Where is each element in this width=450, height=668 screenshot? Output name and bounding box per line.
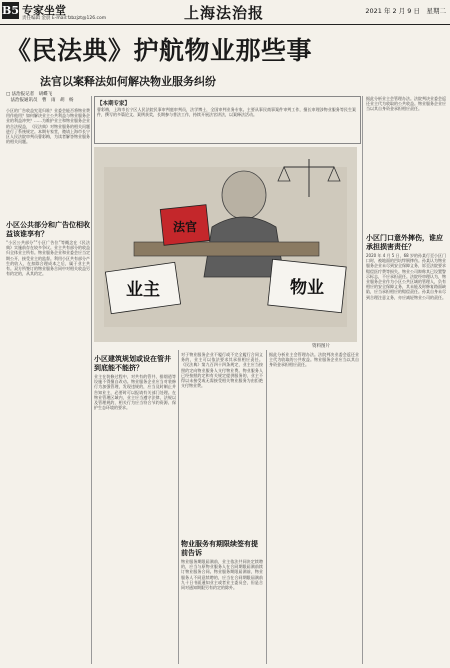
question-heading-4: 小区门口意外摔伤，谁应承担损害责任？ (366, 233, 443, 251)
answer-text-2: 业主在装修过程中，对共有的管井、排烟道等设施不得擅自改动。物业服务企业应当对装修行为加强管理，发现违规的，应当及时制止并告知业主，必要时可以报请有关部门处理。在物业管理区域内，业主应当遵守法律、法规以及管理规约，相关行为应当符合节约资源、保护生态环境的要求。 (94, 374, 176, 411)
column-divider (362, 96, 363, 664)
column-divider (91, 96, 92, 664)
newspaper-name: 上海法治报 (184, 4, 265, 22)
right-column (366, 96, 446, 662)
headline: 《民法典》护航物业那些事 (6, 36, 313, 65)
judge-label: 法官 (172, 220, 198, 234)
question-heading-3: 物业服务有期限续签有提前告诉 (181, 539, 258, 557)
answer-text-4: 物业服务期限届满前，业主依法共同决定续聘的，应当与原物业服务人在合同期限届满前续订物业服务合同。物业服务期限届满前，物业服务人不同意续聘的，应当在合同期限届满前九十日书面通知业主或者业主委员会，但是合同对通知期限另有约定的除外。 (181, 559, 263, 591)
question-heading-2: 小区建筑规划或设在管井到底能不能挤？ (94, 354, 171, 372)
right-intro-text: 据此分析业主会管理办法。法院判决业委会返还业主代为收取的公共收益。物业服务企业应当以其自身资金承担相应责任。 (366, 96, 446, 112)
center-right-column (269, 352, 359, 664)
answer-text-5: 据此分析业主会管理办法。法院判决业委会返还业主代为收取的公共收益。物业服务企业应当以其自身资金承担相应责任。 (269, 352, 359, 368)
issue-date: 2021 年 2 月 9 日 星期二 (365, 7, 446, 15)
section-title: 专家坐堂 (22, 4, 66, 17)
expert-tag: 【本期专家】 (97, 101, 131, 107)
center-middle-column (181, 352, 263, 664)
page-header (0, 0, 450, 25)
left-column (6, 108, 90, 664)
answer-text-6: 2020 年 4 月 5 日，68 岁的孙某行至小区门口时，被地面的凹坑绊倒摔伤。孙某认为物业服务企业未尽到安全保障义务，诉至法院要求赔偿医疗费等损失。物业公司辩称其已设置警示标志，不应承担责任。法院经审理认为，物业服务企业作为小区公共区域的管理人，负有相应的安全保障义务，其未能及时修复路面缺陷，应当承担相应的赔偿责任。孙某自身未尽到合理注意义务，亦应减轻物业公司的责任。 (366, 253, 446, 300)
byline: □ 法治报记者 胡蝶飞 法治报通讯员 曹 雨 胡 杨 (6, 92, 74, 103)
center-left-column (94, 352, 176, 664)
expert-text: 曹彩梅，上海市长宁区人民法院民事审判庭审判员，法学博士，全国审判业务专家。主要从事民商事案件审判工作，擅长审理涉物业服务等民生案件，撰写的多篇论文、案例获奖，长期参与普法工作，持续开展法官讲法，以案释法活动。 (97, 107, 356, 118)
answer-text-3: 对于物业服务企业不履行或不完全履行合同义务的，业主可以依法要求其承担相应责任。《民法典》第九百四十四条规定，业主应当按照约定向物业服务人支付物业费。物业服务人已经按照约定和有关规定提供服务的，业主不得以未接受或无需接受相关物业服务为由拒绝支付物业费。 (181, 352, 263, 389)
subheadline: 法官以案释法如何解决物业服务纠纷 (40, 75, 216, 88)
court-illustration (94, 147, 357, 342)
photo-credit: 资料图片 (312, 344, 330, 349)
question-heading-1: 小区公共部分和广告位相收益该谁享有？ (6, 220, 90, 238)
illustration (94, 147, 357, 342)
section-editor-line: 责任编辑 金晨 E-mail:fzbzjzt@126.com (22, 16, 107, 21)
owner-label: 业主 (126, 280, 160, 300)
column-divider (178, 350, 179, 664)
lead-paragraph: 小区的广告收益究竟归谁？业委会能否将物业费用作他用？如何解决业主公共利益与物业服务企业的利益冲突？……为维护业主和物业服务企业的合法权益，《民法典》对物业服务的相关问题进行了系统规定。本期专家堂，邀请上海市长宁区人民法院审判员曹彩梅，为读者解答物业服务的相关问题。 (6, 108, 90, 145)
property-label: 物业 (290, 278, 324, 298)
answer-text-1: “小区公共部分”“小区广告位”等概念在《民法典》实施前存在较多争议。业主共有部分的收益归全体业主所有。物业服务企业和业委会应当定期公开，接受业主的监督。利用小区共有部分产生的收入，在扣除合理成本之后，属于业主共有。双方所签订的物业服务合同中对相关收益另有约定的，从其约定。 (6, 240, 90, 277)
column-divider (266, 350, 267, 664)
page-badge: B5 (2, 4, 19, 17)
